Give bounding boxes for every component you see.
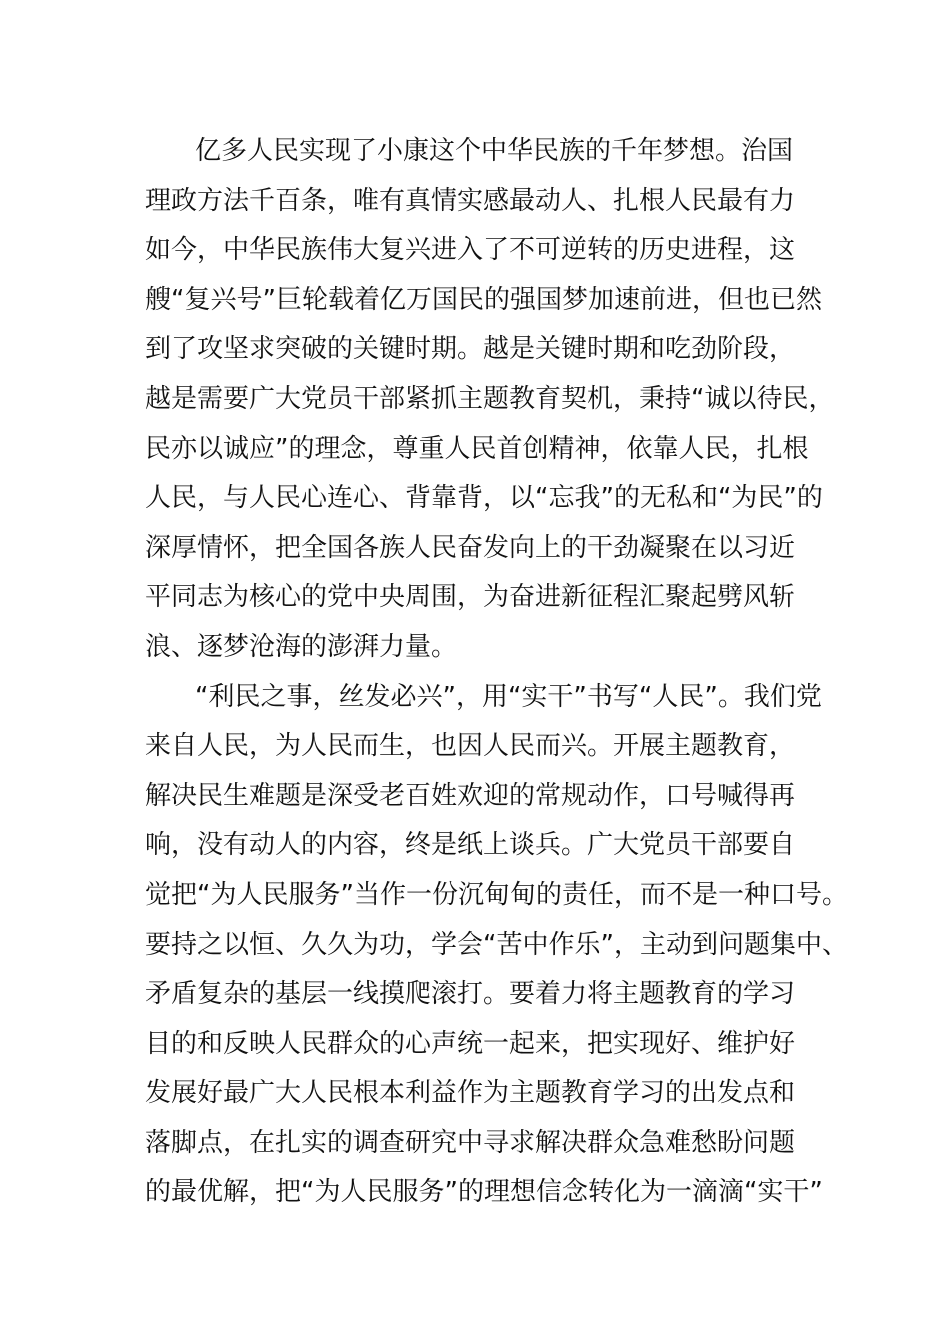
text-line: 的最优解，把“为人民服务”的理想信念转化为一滴滴“实干” [145,1177,823,1208]
text-line: 要持之以恒、久久为功，学会“苦中作乐”，主动到问题集中、 [145,929,848,960]
text-line: 矛盾复杂的基层一线摸爬滚打。要着力将主题教育的学习 [145,979,796,1010]
text-line: 艘“复兴号”巨轮载着亿万国民的强国梦加速前进，但也已然 [145,284,822,315]
text-line: 发展好最广大人民根本利益作为主题教育学习的出发点和 [145,1078,796,1109]
text-line: 觉把“为人民服务”当作一份沉甸甸的责任，而不是一种口号。 [145,879,848,910]
text-line: 浪、逐梦沧海的澎湃力量。 [145,631,458,662]
text-line: 来自人民，为人民而生，也因人民而兴。开展主题教育， [145,731,796,762]
text-line: 响，没有动人的内容，终是纸上谈兵。广大党员干部要自 [145,830,796,861]
text-line: 民亦以诚应”的理念，尊重人民首创精神，依靠人民，扎根 [145,433,809,464]
paragraph [145,127,835,673]
text-line: 到了攻坚求突破的关键时期。越是关键时期和吃劲阶段， [145,334,796,365]
text-line: 落脚点，在扎实的调查研究中寻求解决群众急难愁盼问题 [145,1127,796,1158]
text-line: 解决民生难题是深受老百姓欢迎的常规动作，口号喊得再 [145,780,796,811]
text-line: 理政方法千百条，唯有真情实感最动人、扎根人民最有力 [145,185,796,216]
paragraph [145,673,848,1219]
text-line: 越是需要广大党员干部紧抓主题教育契机，秉持“诚以待民， [145,383,835,414]
text-line: “利民之事，丝发必兴”，用“实干”书写“人民”。我们党 [195,681,822,712]
text-line: 深厚情怀，把全国各族人民奋发向上的干劲凝聚在以习近 [145,532,796,563]
text-line: 目的和反映人民群众的心声统一起来，把实现好、维护好 [145,1028,796,1059]
document-body [145,127,848,1218]
text-line: 人民，与人民心连心、背靠背，以“忘我”的无私和“为民”的 [145,483,823,514]
text-line: 如今，中华民族伟大复兴进入了不可逆转的历史进程，这 [145,235,796,266]
text-line: 平同志为核心的党中央周围，为奋进新征程汇聚起劈风斩 [145,582,796,613]
text-line: 亿多人民实现了小康这个中华民族的千年梦想。治国 [195,136,794,166]
